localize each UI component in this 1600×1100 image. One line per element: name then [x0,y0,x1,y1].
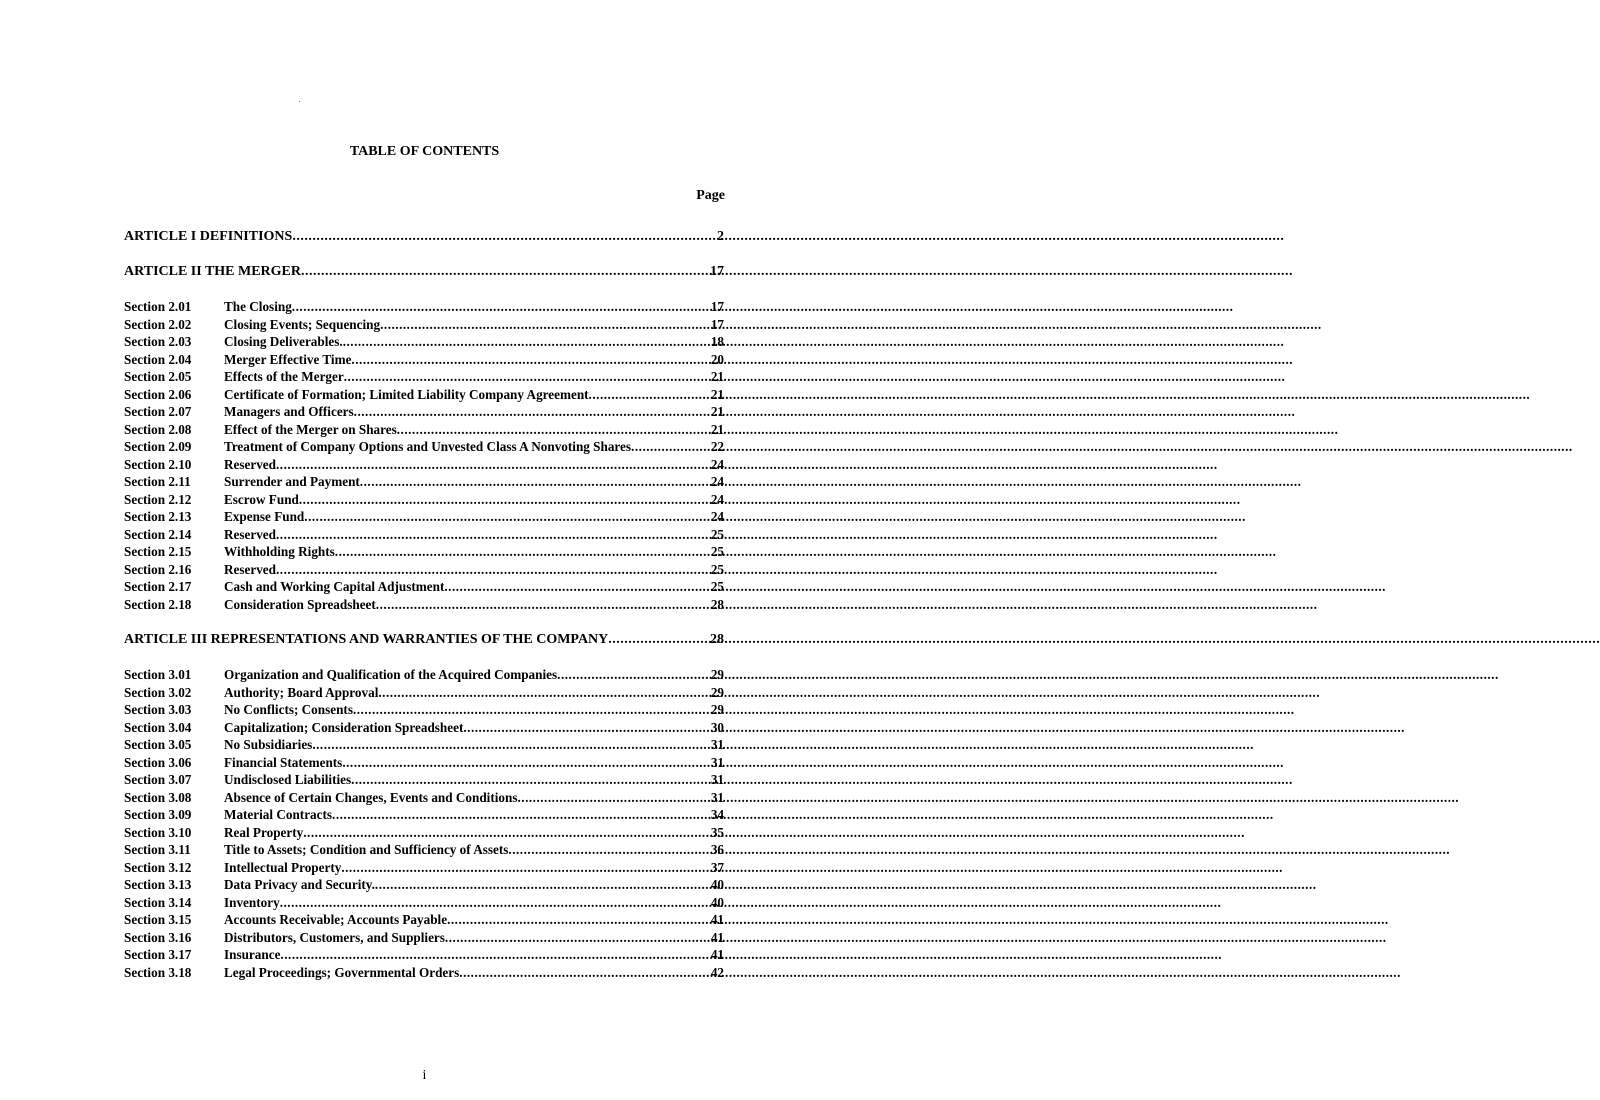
toc-section-entry[interactable] [124,368,724,386]
toc-article-entry[interactable] [124,228,724,245]
section-number: Section 2.03 [124,334,192,349]
dot-leader [344,368,711,386]
section-number: Section 3.05 [124,737,192,752]
section-title: Real Property [224,824,304,840]
section-number: Section 2.13 [124,509,192,524]
section-number: Section 2.17 [124,579,192,594]
toc-section-entry[interactable] [124,754,724,772]
dot-leader [276,526,711,544]
article-title: ARTICLE II THE MERGER [124,264,302,279]
dot-leader [292,298,711,316]
page-column-label: Page [696,188,725,203]
dot-leader [354,403,711,421]
section-title: Organization and Qualification of the Acquired Companies [224,667,558,682]
section-title: Authority; Board Approval [224,684,379,700]
dot-leader [447,911,711,929]
toc-section-entry[interactable] [124,561,724,579]
section-number: Section 2.16 [124,561,192,577]
scan-speck [299,101,300,102]
toc-section-entry[interactable] [124,438,724,456]
article-page-number: 17 [710,264,724,279]
section-page-number: 41 [710,929,724,945]
section-number: Section 3.10 [124,824,192,840]
section-page-number: 21 [710,421,724,437]
toc-section-entry[interactable] [124,403,724,421]
section-page-number: 22 [710,439,724,454]
section-page-number: 25 [710,561,724,577]
toc-article-entry[interactable] [124,631,724,648]
section-page-number: 17 [710,316,724,332]
section-number: Section 3.04 [124,719,192,735]
dot-leader [557,666,711,684]
table-of-contents [124,228,724,981]
section-title: Consideration Spreadsheet [224,596,376,612]
section-number: Section 2.11 [124,474,191,489]
section-page-number: 24 [710,509,724,524]
section-number: Section 3.06 [124,754,192,770]
dot-leader [378,684,710,702]
section-title: Effect of the Merger on Shares [224,421,397,437]
dot-leader [631,438,711,456]
page-title: TABLE OF CONTENTS [349,144,500,159]
section-title: Data Privacy and Security. [224,877,375,892]
section-page-number: 24 [710,491,724,507]
section-number: Section 2.15 [124,544,192,559]
toc-section-entry[interactable] [124,929,724,947]
section-page-number: 31 [710,772,724,787]
section-number: Section 2.07 [124,404,192,419]
section-title: Legal Proceedings; Governmental Orders [224,964,460,980]
dot-leader [508,841,710,859]
dot-leader [375,876,711,894]
toc-section-entry[interactable] [124,298,724,316]
section-page-number: 29 [710,667,724,682]
dot-leader [380,316,711,334]
section-page-number: 20 [710,351,724,367]
section-page-number: 37 [710,859,724,875]
toc-section-entry[interactable] [124,351,724,369]
section-number: Section 3.11 [124,842,191,857]
section-number: Section 2.09 [124,439,192,454]
section-title: Reserved [224,561,276,577]
section-title: Accounts Receivable; Accounts Payable [224,912,448,927]
section-number: Section 2.04 [124,351,192,367]
toc-section-entry[interactable] [124,526,724,544]
toc-section-entry[interactable] [124,911,724,929]
dot-leader [589,386,711,404]
section-number: Section 2.14 [124,526,192,542]
dot-leader [351,771,711,789]
section-page-number: 21 [710,386,724,402]
toc-section-entry[interactable] [124,333,724,351]
section-page-number: 29 [710,702,724,717]
section-title: Reserved [224,526,276,542]
section-page-number: 17 [710,299,724,314]
section-number: Section 3.09 [124,807,192,822]
section-title: Effects of the Merger [224,369,344,384]
section-title: Title to Assets; Condition and Sufficiency of Assets [224,842,509,857]
dot-leader [459,964,711,982]
dot-leader [445,929,711,947]
section-page-number: 40 [710,877,724,892]
section-title: Financial Statements [224,754,343,770]
toc-section-entry[interactable] [124,543,724,561]
section-title: Undisclosed Liabilities [224,772,352,787]
section-title: Absence of Certain Changes, Events and Conditions [224,789,518,805]
toc-section-entry[interactable] [124,473,724,491]
section-number: Section 3.02 [124,684,192,700]
toc-section-entry[interactable] [124,596,724,614]
toc-section-entry[interactable] [124,386,724,404]
section-number: Section 3.17 [124,947,192,962]
section-page-number: 31 [710,737,724,752]
section-page-number: 21 [710,369,724,384]
dot-leader [303,824,711,842]
spacer [124,613,724,631]
toc-section-entry[interactable] [124,964,724,982]
section-number: Section 3.16 [124,929,192,945]
section-number: Section 2.18 [124,596,192,612]
dot-leader [444,578,710,596]
section-number: Section 3.14 [124,894,192,910]
toc-section-entry[interactable] [124,859,724,877]
article-title: ARTICLE I DEFINITIONS [124,229,293,244]
dot-leader [304,508,711,526]
section-page-number: 41 [710,912,724,927]
toc-article-entry[interactable] [124,263,724,280]
section-title: Intellectual Property [224,859,342,875]
section-page-number: 21 [710,404,724,419]
dot-leader [276,456,711,474]
article-page-number: 2 [717,229,724,244]
dot-leader [312,736,711,754]
toc-section-entry[interactable] [124,578,724,596]
section-title: Closing Events; Sequencing [224,316,381,332]
toc-section-entry[interactable] [124,316,724,334]
toc-section-entry[interactable] [124,701,724,719]
section-title: Escrow Fund [224,491,299,507]
dot-leader [335,543,711,561]
section-title: Managers and Officers [224,404,354,419]
page-number-footer: i [422,1068,427,1083]
dot-leader [463,719,710,737]
toc-section-entry[interactable] [124,824,724,842]
toc-section-entry[interactable] [124,736,724,754]
dot-leader [343,333,711,351]
toc-section-entry[interactable] [124,719,724,737]
section-page-number: 42 [710,964,724,980]
section-page-number: 31 [710,754,724,770]
dot-leader [517,789,710,807]
dot-leader [397,421,711,439]
spacer [124,648,724,666]
section-page-number: 25 [710,544,724,559]
dot-leader [351,351,710,369]
section-title: Expense Fund [224,509,305,524]
toc-section-entry[interactable] [124,789,724,807]
section-page-number: 30 [710,719,724,735]
toc-section-entry[interactable] [124,666,724,684]
section-title: Cash and Working Capital Adjustment [224,579,445,594]
section-title: Inventory [224,894,280,910]
section-title: Reserved [224,456,276,472]
spacer [124,280,724,298]
section-page-number: 28 [710,596,724,612]
section-number: Section 3.08 [124,789,192,805]
section-title: No Conflicts; Consents [224,702,353,717]
section-number: Section 2.05 [124,369,192,384]
section-page-number: 31 [710,789,724,805]
dot-leader [342,754,710,772]
section-title: Treatment of Company Options and Unvested Class A Nonvoting Shares [224,439,632,454]
section-page-number: 41 [710,947,724,962]
toc-section-entry[interactable] [124,806,724,824]
section-number: Section 2.10 [124,456,192,472]
section-number: Section 3.03 [124,702,192,717]
dot-leader [280,946,710,964]
dot-leader [353,701,711,719]
section-page-number: 34 [710,807,724,822]
section-number: Section 3.01 [124,667,192,682]
section-title: Merger Effective Time [224,351,352,367]
section-title: Distributors, Customers, and Suppliers [224,929,445,945]
section-title: Capitalization; Consideration Spreadsheet [224,719,464,735]
section-number: Section 3.18 [124,964,192,980]
section-number: Section 2.02 [124,316,192,332]
section-number: Section 3.07 [124,772,192,787]
section-page-number: 24 [710,474,724,489]
toc-section-entry[interactable] [124,894,724,912]
dot-leader [360,473,711,491]
section-page-number: 35 [710,824,724,840]
section-page-number: 25 [710,579,724,594]
dot-leader [332,806,711,824]
section-number: Section 2.08 [124,421,192,437]
section-number: Section 3.12 [124,859,192,875]
toc-section-entry[interactable] [124,508,724,526]
toc-section-entry[interactable] [124,684,724,702]
dot-leader [292,228,717,245]
spacer [124,245,724,263]
toc-section-entry[interactable] [124,771,724,789]
section-title: Closing Deliverables. [224,334,343,349]
section-page-number: 36 [710,842,724,857]
dot-leader [276,561,711,579]
dot-leader [299,491,711,509]
section-number: Section 2.01 [124,299,192,314]
toc-section-entry[interactable] [124,491,724,509]
section-page-number: 25 [710,526,724,542]
section-title: Certificate of Formation; Limited Liability Company Agreement [224,386,589,402]
section-title: No Subsidiaries [224,737,313,752]
dot-leader [608,631,710,648]
section-number: Section 3.15 [124,912,192,927]
article-title: ARTICLE III REPRESENTATIONS AND WARRANTIES OF THE COMPANY [124,632,609,647]
article-page-number: 28 [710,632,724,647]
section-number: Section 3.13 [124,877,192,892]
section-number: Section 2.06 [124,386,192,402]
section-page-number: 29 [710,684,724,700]
section-page-number: 18 [710,334,724,349]
toc-section-entry[interactable] [124,421,724,439]
dot-leader [280,894,711,912]
toc-section-entry[interactable] [124,876,724,894]
toc-section-entry[interactable] [124,456,724,474]
section-title: The Closing [224,299,292,314]
section-page-number: 24 [710,456,724,472]
toc-section-entry[interactable] [124,946,724,964]
dot-leader [376,596,711,614]
section-title: Surrender and Payment [224,474,360,489]
section-title: Material Contracts [224,807,333,822]
section-title: Insurance [224,947,281,962]
dot-leader [301,263,710,280]
dot-leader [341,859,710,877]
toc-section-entry[interactable] [124,841,724,859]
section-page-number: 40 [710,894,724,910]
section-number: Section 2.12 [124,491,192,507]
section-title: Withholding Rights [224,544,335,559]
